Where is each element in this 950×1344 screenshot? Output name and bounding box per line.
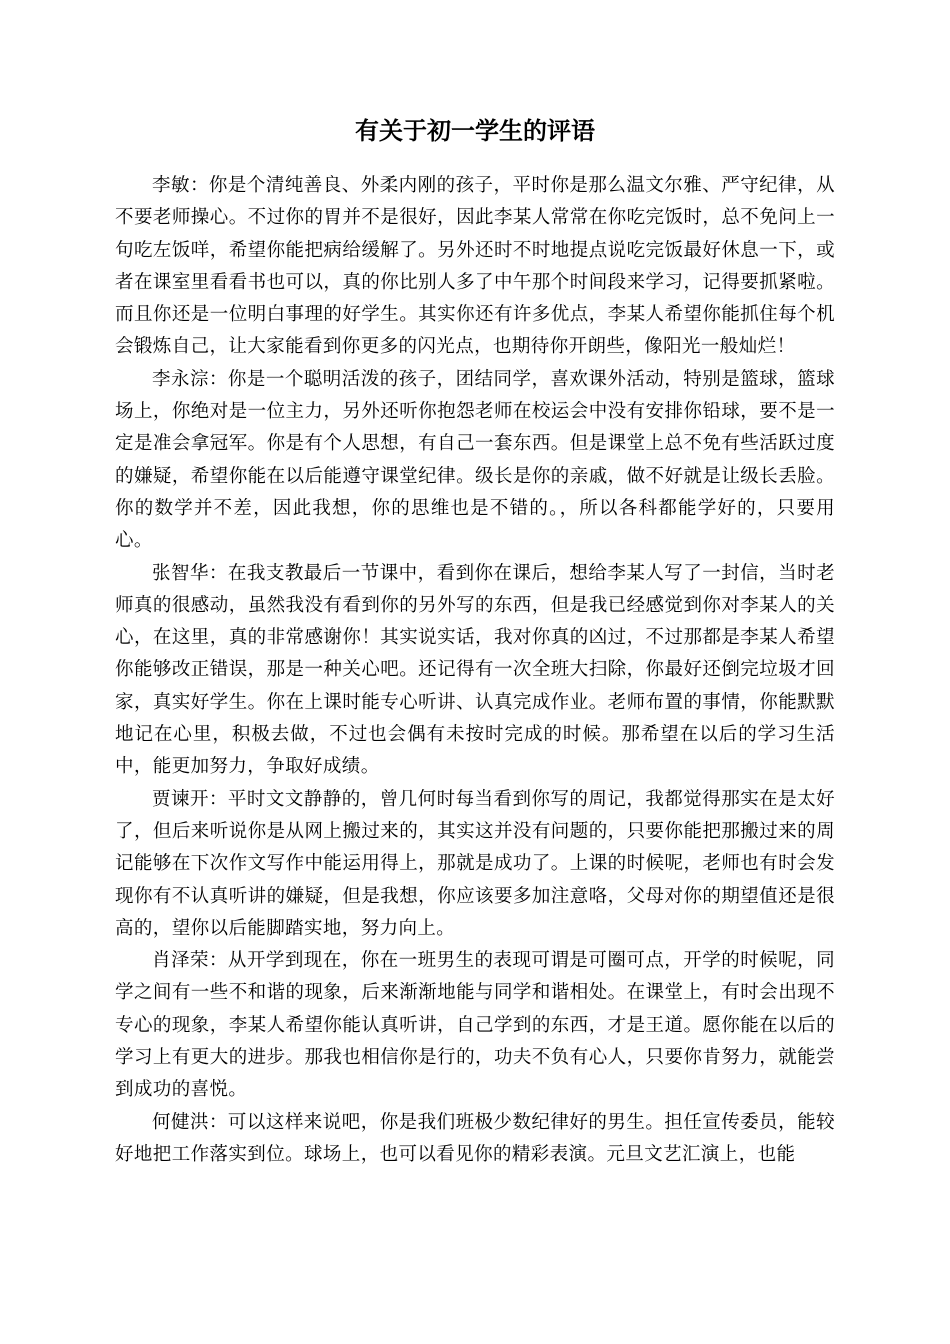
comment-paragraph-jia-jiankai: 贾谏开：平时文文静静的，曾几何时每当看到你写的周记，我都觉得那实在是太好了，但后来听说你是从网上搬过来的，其实这并没有问题的，只要你能把那搬过来的周记能够在下次作文写作中能运用得上，那就是成功了。上课的时候呢，老师也有时会发现你有不认真听讲的嫌疑，但是我想，你应该要多加注意咯，父母对你的期望值还是很高的，望你以后能脚踏实地，努力向上。: [115, 788, 835, 939]
comment-paragraph-li-min: 李敏：你是个清纯善良、外柔内刚的孩子，平时你是那么温文尔雅、严守纪律，从不要老师操心。不过你的胃并不是很好，因此李某人常常在你吃完饭时，总不免问上一句吃左饭咩，希望你能把病给缓解了。另外还时不时地提点说吃完饭最好休息一下，或者在课室里看看书也可以，真的你比别人多了中午那个时间段来学习，记得要抓紧啦。而且你还是一位明白事理的好学生。其实你还有许多优点，李某人希望你能抓住每个机会锻炼自己，让大家能看到你更多的闪光点，也期待你开朗些，像阳光一般灿烂！: [115, 175, 835, 358]
document-body: [115, 170, 835, 1171]
comment-paragraph-zhang-zhihua: 张智华：在我支教最后一节课中，看到你在课后，想给李某人写了一封信，当时老师真的很感动，虽然我没有看到你的另外写的东西，但是我已经感觉到你对李某人的关心，在这里，真的非常感谢你！其实说实话，我对你真的凶过，不过那都是李某人希望你能够改正错误，那是一种关心吧。还记得有一次全班大扫除，你最好还倒完垃圾才回家，真实好学生。你在上课时能专心听讲、认真完成作业。老师布置的事情，你能默默地记在心里，积极去做，不过也会偶有未按时完成的时候。那希望在以后的学习生活中，能更加努力，争取好成绩。: [115, 562, 835, 778]
comment-paragraph-li-yongcong: 李永淙：你是一个聪明活泼的孩子，团结同学，喜欢课外活动，特别是篮球，篮球场上，你绝对是一位主力，另外还听你抱怨老师在校运会中没有安排你铅球，要不是一定是准会拿冠军。你是有个人思想，有自己一套东西。但是课堂上总不免有些活跃过度的嫌疑，希望你能在以后能遵守课堂纪律。级长是你的亲戚，做不好就是让级长丢脸。你的数学并不差，因此我想，你的思维也是不错的。，所以各科都能学好的，只要用心。: [115, 368, 835, 552]
comment-paragraph-he-jianhong: 何健洪：可以这样来说吧，你是我们班极少数纪律好的男生。担任宣传委员，能较好地把工作落实到位。球场上，也可以看见你的精彩表演。元旦文艺汇演上，也能: [115, 1111, 835, 1165]
document-title: 有关于初一学生的评语: [355, 117, 595, 145]
comment-paragraph-xiao-zerong: 肖泽荣：从开学到现在，你在一班男生的表现可谓是可圈可点，开学的时候呢，同学之间有一些不和谐的现象，后来渐渐地能与同学和谐相处。在课堂上，有时会出现不专心的现象，李某人希望你能认真听讲，自己学到的东西，才是王道。愿你能在以后的学习上有更大的进步。那我也相信你是行的，功夫不负有心人，只要你肯努力，就能尝到成功的喜悦。: [115, 950, 835, 1101]
